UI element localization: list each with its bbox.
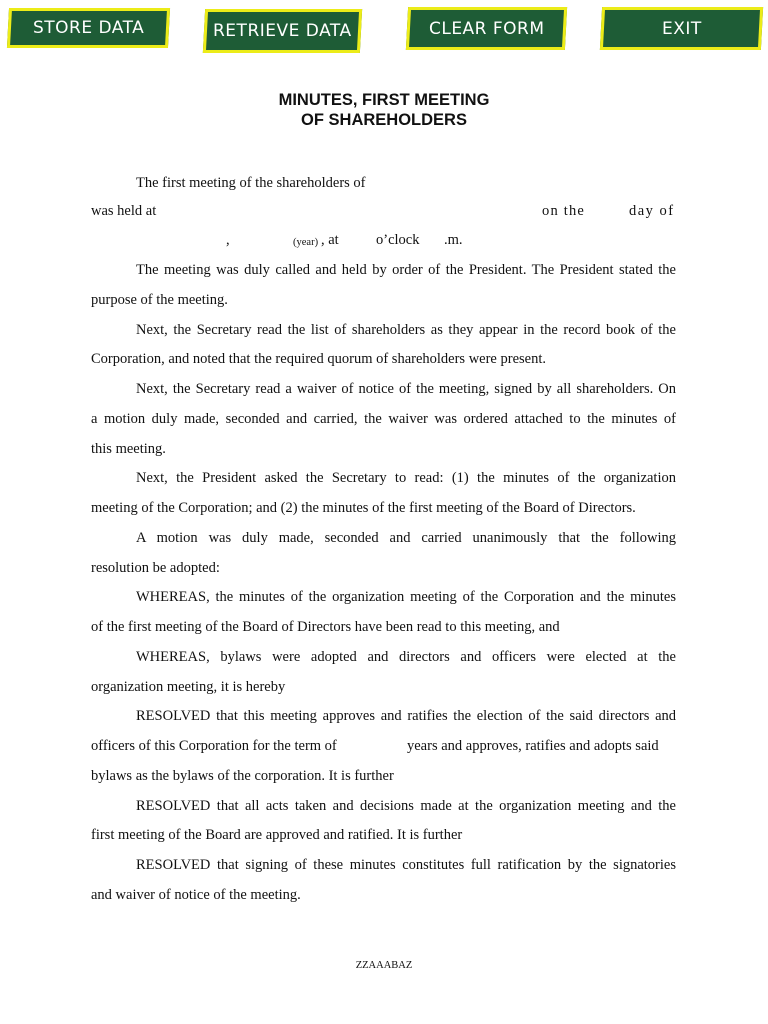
meeting-month-field[interactable]	[91, 230, 223, 246]
was-held-at-text: was held at	[91, 203, 157, 219]
day-of-text: day of	[629, 203, 675, 219]
document-title-line-1: MINUTES, FIRST MEETING	[278, 91, 490, 109]
footer-code: ZZAAABAZ	[355, 960, 413, 971]
retrieve-data-button[interactable]	[203, 9, 362, 53]
paragraph-8-line-2	[91, 736, 676, 756]
intro-line-1	[136, 171, 676, 193]
clear-form-button[interactable]	[406, 7, 567, 50]
store-data-label: STORE DATA	[32, 18, 145, 38]
meeting-hour-field[interactable]	[343, 230, 375, 246]
paragraph-9-line-2: first meeting of the Board are approved and ratified. It is further	[91, 827, 463, 843]
paragraph-10-line-1: RESOLVED that signing of these minutes constitutes full ratification by the signatories	[136, 857, 676, 873]
meeting-year-field[interactable]	[233, 230, 291, 246]
intro-first-meeting-text: The first meeting of the shareholders of	[136, 175, 366, 191]
at-text: , at	[321, 232, 339, 248]
paragraph-5-line-2: resolution be adopted:	[91, 560, 220, 576]
paragraph-6-line-2: of the first meeting of the Board of Directors have been read to this meeting, and	[91, 619, 560, 635]
paragraph-7-line-2: organization meeting, it is hereby	[91, 679, 286, 695]
paragraph-7-line-1: WHEREAS, bylaws were adopted and directors and officers were elected at the	[136, 649, 676, 665]
paragraph-2-line-2: Corporation, and noted that the required quorum of shareholders were present.	[91, 351, 546, 367]
paragraph-8-line-1: RESOLVED that this meeting approves and ratifies the election of the said directors and	[136, 708, 676, 724]
paragraph-4-line-1: Next, the President asked the Secretary to read: (1) the minutes of the organization	[136, 470, 676, 486]
year-label: (year)	[293, 237, 319, 248]
intro-line-2	[91, 201, 676, 221]
m-text: .m.	[444, 232, 463, 248]
paragraph-9-line-1: RESOLVED that all acts taken and decisions made at the organization meeting and the	[136, 798, 676, 814]
paragraph-10-line-2: and waiver of notice of the meeting.	[91, 887, 301, 903]
exit-label: EXIT	[661, 18, 702, 39]
store-data-button[interactable]	[7, 8, 170, 48]
paragraph-5-line-1: A motion was duly made, seconded and carried unanimously that the following	[136, 530, 676, 546]
exit-button[interactable]	[600, 7, 763, 50]
paragraph-1-line-2: purpose of the meeting.	[91, 292, 228, 308]
paragraph-3-line-1: Next, the Secretary read a waiver of notice of the meeting, signed by all shareholders. On	[136, 381, 676, 397]
term-years-field[interactable]	[349, 736, 403, 752]
meeting-day-field[interactable]	[591, 201, 625, 217]
clear-form-label: CLEAR FORM	[428, 18, 545, 39]
retrieve-data-label: RETRIEVE DATA	[213, 21, 352, 41]
paragraph-3-line-2: a motion duly made, seconded and carried, the waiver was ordered attached to the minutes of	[91, 411, 676, 427]
oclock-text: o’clock	[376, 232, 420, 248]
paragraph-4-line-2: meeting of the Corporation; and (2) the minutes of the first meeting of the Board of Directors.	[91, 500, 636, 516]
paragraph-3-line-3: this meeting.	[91, 441, 166, 457]
term-text-before: officers of this Corporation for the term of	[91, 738, 337, 754]
paragraph-6-line-1: WHEREAS, the minutes of the organization meeting of the Corporation and the minutes	[136, 589, 676, 605]
am-pm-field[interactable]	[425, 230, 443, 246]
date-comma: ,	[226, 232, 230, 248]
paragraph-2-line-1: Next, the Secretary read the list of shareholders as they appear in the record book of the	[136, 322, 676, 338]
document-title-line-2: OF SHAREHOLDERS	[301, 111, 467, 129]
meeting-location-field[interactable]	[167, 201, 537, 217]
paragraph-8-line-3: bylaws as the bylaws of the corporation. It is further	[91, 768, 394, 784]
term-text-after: years and approves, ratifies and adopts said	[407, 738, 659, 754]
on-the-text: on the	[542, 203, 586, 219]
paragraph-1-line-1: The meeting was duly called and held by order of the President. The President stated the	[136, 262, 676, 278]
corporation-name-field[interactable]	[369, 171, 659, 187]
